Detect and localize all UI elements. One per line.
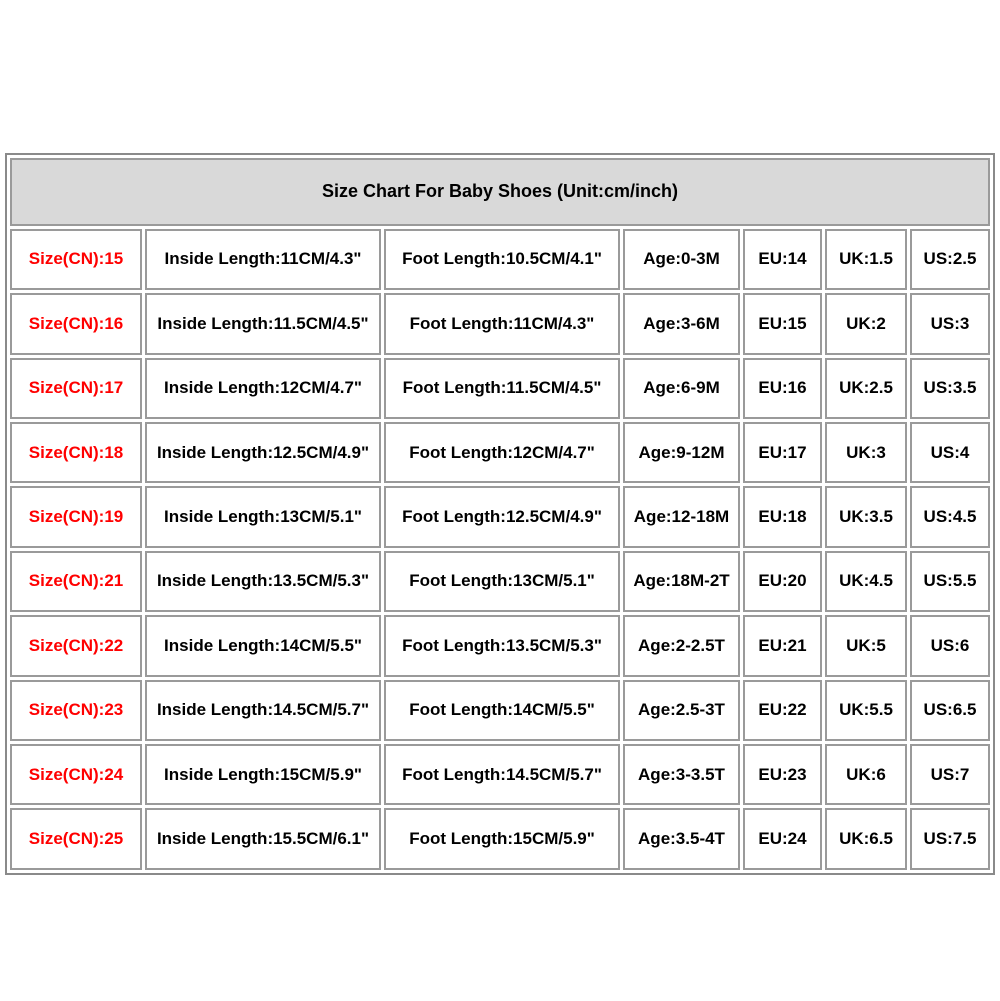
- uk-size-cell: UK:5: [825, 615, 907, 676]
- size-cn-cell: Size(CN):18: [10, 422, 142, 483]
- age-cell: Age:3.5-4T: [623, 808, 740, 870]
- uk-size-cell: UK:5.5: [825, 680, 907, 741]
- foot-length-cell: Foot Length:13CM/5.1": [384, 551, 620, 612]
- age-cell: Age:6-9M: [623, 358, 740, 419]
- table-row: [10, 615, 990, 676]
- us-size-cell: US:2.5: [910, 229, 990, 290]
- eu-size-cell: EU:23: [743, 744, 822, 805]
- size-cn-cell: Size(CN):19: [10, 486, 142, 547]
- foot-length-cell: Foot Length:14CM/5.5": [384, 680, 620, 741]
- us-size-cell: US:3.5: [910, 358, 990, 419]
- age-cell: Age:3-3.5T: [623, 744, 740, 805]
- age-cell: Age:0-3M: [623, 229, 740, 290]
- table-row: [10, 680, 990, 741]
- chart-title: Size Chart For Baby Shoes (Unit:cm/inch): [10, 158, 990, 226]
- foot-length-cell: Foot Length:14.5CM/5.7": [384, 744, 620, 805]
- table-row: [10, 808, 990, 870]
- size-cn-cell: Size(CN):24: [10, 744, 142, 805]
- eu-size-cell: EU:17: [743, 422, 822, 483]
- foot-length-cell: Foot Length:12CM/4.7": [384, 422, 620, 483]
- inside-length-cell: Inside Length:12CM/4.7": [145, 358, 381, 419]
- age-cell: Age:9-12M: [623, 422, 740, 483]
- table-row: [10, 422, 990, 483]
- eu-size-cell: EU:16: [743, 358, 822, 419]
- age-cell: Age:18M-2T: [623, 551, 740, 612]
- table-row: [10, 293, 990, 354]
- eu-size-cell: EU:22: [743, 680, 822, 741]
- inside-length-cell: Inside Length:13CM/5.1": [145, 486, 381, 547]
- us-size-cell: US:7: [910, 744, 990, 805]
- age-cell: Age:12-18M: [623, 486, 740, 547]
- inside-length-cell: Inside Length:14CM/5.5": [145, 615, 381, 676]
- inside-length-cell: Inside Length:14.5CM/5.7": [145, 680, 381, 741]
- eu-size-cell: EU:20: [743, 551, 822, 612]
- table-row: [10, 744, 990, 805]
- age-cell: Age:3-6M: [623, 293, 740, 354]
- size-cn-cell: Size(CN):16: [10, 293, 142, 354]
- inside-length-cell: Inside Length:12.5CM/4.9": [145, 422, 381, 483]
- inside-length-cell: Inside Length:11.5CM/4.5": [145, 293, 381, 354]
- foot-length-cell: Foot Length:12.5CM/4.9": [384, 486, 620, 547]
- table-row: [10, 551, 990, 612]
- inside-length-cell: Inside Length:11CM/4.3": [145, 229, 381, 290]
- size-cn-cell: Size(CN):22: [10, 615, 142, 676]
- size-cn-cell: Size(CN):21: [10, 551, 142, 612]
- uk-size-cell: UK:2.5: [825, 358, 907, 419]
- eu-size-cell: EU:18: [743, 486, 822, 547]
- size-cn-cell: Size(CN):23: [10, 680, 142, 741]
- us-size-cell: US:4: [910, 422, 990, 483]
- foot-length-cell: Foot Length:10.5CM/4.1": [384, 229, 620, 290]
- table-row: [10, 486, 990, 547]
- uk-size-cell: UK:3: [825, 422, 907, 483]
- foot-length-cell: Foot Length:11.5CM/4.5": [384, 358, 620, 419]
- title-row: [10, 158, 990, 226]
- uk-size-cell: UK:6: [825, 744, 907, 805]
- us-size-cell: US:3: [910, 293, 990, 354]
- us-size-cell: US:6: [910, 615, 990, 676]
- age-cell: Age:2-2.5T: [623, 615, 740, 676]
- foot-length-cell: Foot Length:11CM/4.3": [384, 293, 620, 354]
- uk-size-cell: UK:2: [825, 293, 907, 354]
- inside-length-cell: Inside Length:15CM/5.9": [145, 744, 381, 805]
- uk-size-cell: UK:4.5: [825, 551, 907, 612]
- size-cn-cell: Size(CN):17: [10, 358, 142, 419]
- eu-size-cell: EU:14: [743, 229, 822, 290]
- eu-size-cell: EU:24: [743, 808, 822, 870]
- size-chart: [5, 153, 995, 875]
- uk-size-cell: UK:1.5: [825, 229, 907, 290]
- foot-length-cell: Foot Length:15CM/5.9": [384, 808, 620, 870]
- inside-length-cell: Inside Length:15.5CM/6.1": [145, 808, 381, 870]
- uk-size-cell: UK:6.5: [825, 808, 907, 870]
- table-row: [10, 229, 990, 290]
- us-size-cell: US:7.5: [910, 808, 990, 870]
- size-cn-cell: Size(CN):15: [10, 229, 142, 290]
- size-chart-table: [7, 155, 993, 873]
- eu-size-cell: EU:15: [743, 293, 822, 354]
- eu-size-cell: EU:21: [743, 615, 822, 676]
- us-size-cell: US:5.5: [910, 551, 990, 612]
- foot-length-cell: Foot Length:13.5CM/5.3": [384, 615, 620, 676]
- size-cn-cell: Size(CN):25: [10, 808, 142, 870]
- us-size-cell: US:6.5: [910, 680, 990, 741]
- us-size-cell: US:4.5: [910, 486, 990, 547]
- uk-size-cell: UK:3.5: [825, 486, 907, 547]
- table-row: [10, 358, 990, 419]
- age-cell: Age:2.5-3T: [623, 680, 740, 741]
- inside-length-cell: Inside Length:13.5CM/5.3": [145, 551, 381, 612]
